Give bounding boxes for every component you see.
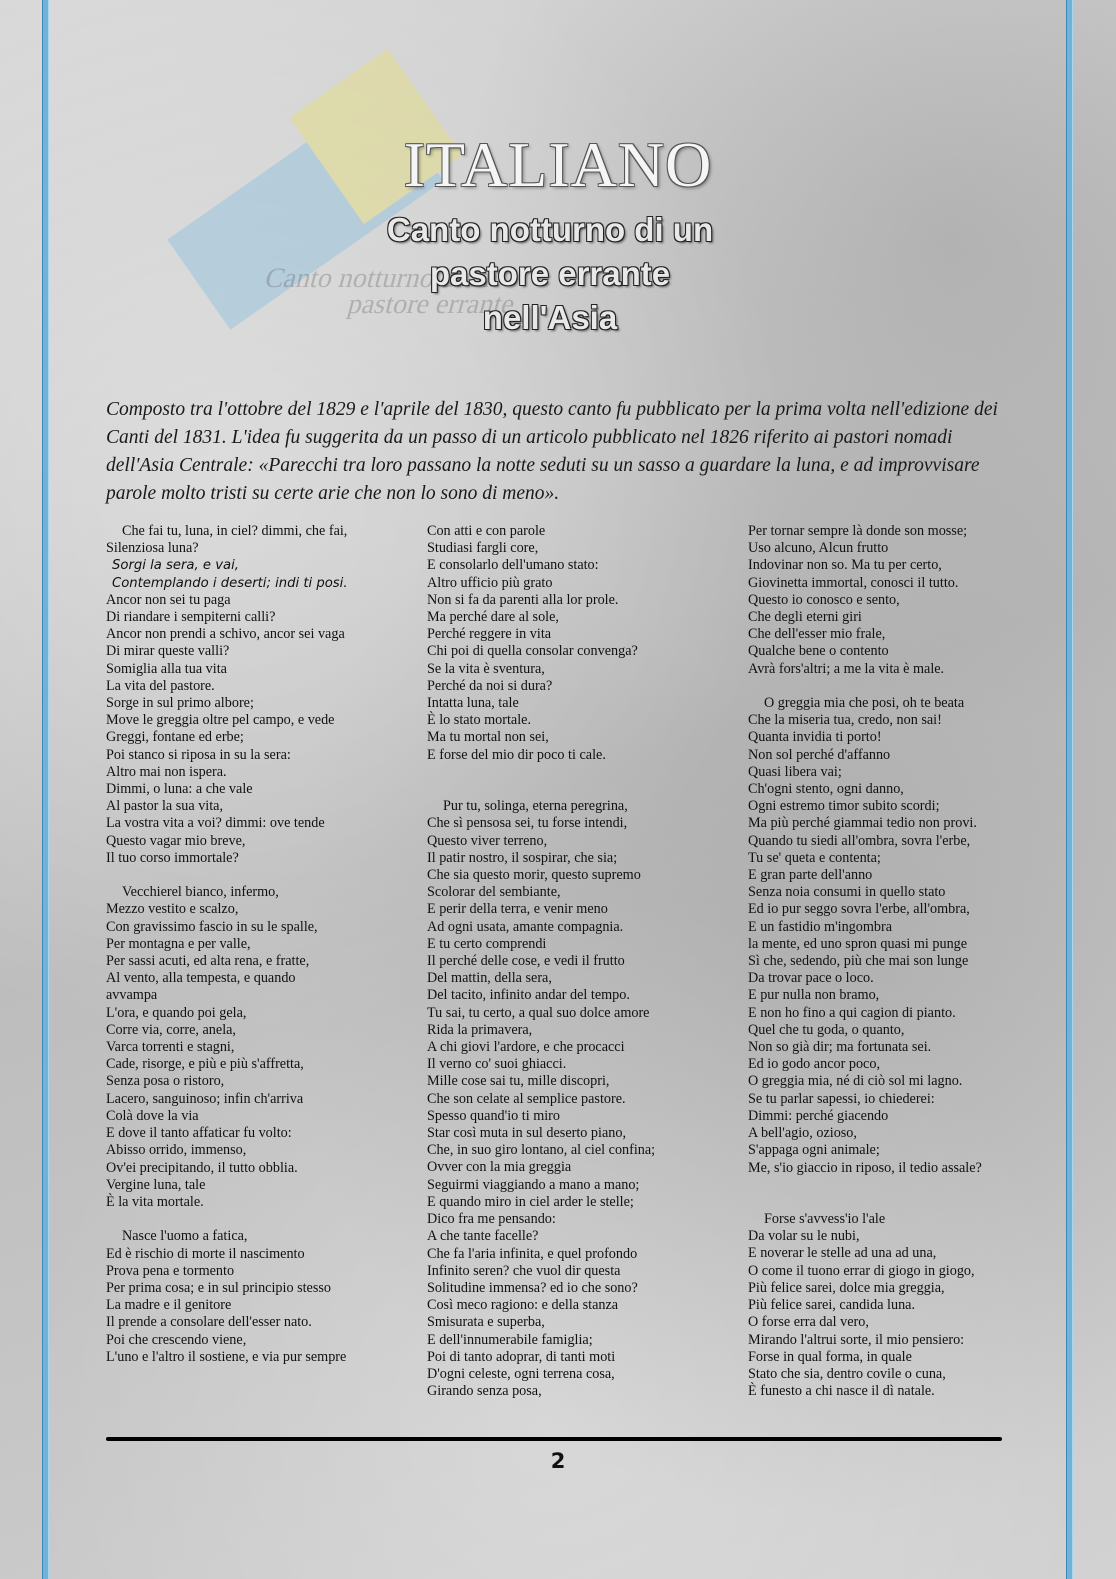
poem-line: È lo stato mortale. (427, 712, 532, 729)
poem-line: Ed è rischio di morte il nascimento (106, 1245, 305, 1262)
poem-title-line1: Canto notturno di un (386, 211, 714, 248)
poem-line: Move le greggia oltre pel campo, e vede (106, 712, 335, 729)
poem-line: Non so già dir; ma fortunata sei. (748, 1039, 932, 1056)
poem-line: Studiasi fargli core, (427, 540, 539, 557)
poem-line: Più felice sarei, dolce mia greggia, (748, 1279, 945, 1296)
poem-line: Che sia questo morir, questo supremo (427, 867, 641, 884)
poem-line: Ma tu mortal non sei, (427, 729, 549, 746)
poem-line: Per tornar sempre là donde son mosse; (748, 523, 968, 539)
poem-line: Da volar su le nubi, (748, 1228, 860, 1245)
poem-line: Del mattin, della sera, (427, 970, 552, 987)
poem-line: Ed io pur seggo sovra l'erbe, all'ombra, (748, 901, 970, 918)
stanza-gap (427, 781, 717, 798)
poem-column-2 (427, 523, 717, 1400)
poem-line: Tu sai, tu certo, a qual suo dolce amore (427, 1004, 650, 1021)
poem-line: Cade, risorge, e più e più s'affretta, (106, 1056, 304, 1073)
poem-line: Che sì pensosa sei, tu forse intendi, (427, 815, 628, 832)
poem-line: Stato che sia, dentro covile o cuna, (748, 1365, 946, 1382)
poem-line: Seguirmi viaggiando a mano a mano; (427, 1176, 640, 1193)
stanza-gap (106, 1211, 396, 1228)
poem-line: Mezzo vestito e scalzo, (106, 901, 239, 918)
poem-line: Lacero, sanguinoso; infin ch'arriva (106, 1090, 304, 1107)
poem-line: Ov'ei precipitando, il tutto obblia. (106, 1159, 298, 1176)
poem-line: Da trovar pace o loco. (748, 970, 874, 987)
poem-line: Al pastor la sua vita, (106, 798, 224, 815)
poem-line: Sì che, sedendo, più che mai son lunge (748, 953, 969, 970)
poem-line: Ancor non sei tu paga (106, 591, 231, 608)
poem-line: Silenziosa luna? (106, 540, 199, 557)
poem-line: Spesso quand'io ti miro (427, 1107, 561, 1124)
poem-line: E quando miro in ciel arder le stelle; (427, 1193, 634, 1210)
footer-rule (106, 1437, 1002, 1441)
poem-line: Somiglia alla tua vita (106, 660, 227, 677)
poem-line: Uso alcuno, Alcun frutto (748, 540, 889, 557)
stanza-gap (748, 1194, 1048, 1211)
poem-line: Senza noia consumi in quello stato (748, 884, 946, 901)
poem-line: Corre via, corre, anela, (106, 1021, 236, 1038)
poem-line: Infinito seren? che vuol dir questa (427, 1262, 621, 1279)
poem-line: Il prende a consolare dell'esser nato. (106, 1314, 312, 1331)
poem-line: Di riandare i sempiterni calli? (106, 609, 276, 626)
poem-line: Il perché delle cose, e vedi il frutto (427, 953, 625, 970)
poem-line: Forse in qual forma, in quale (748, 1348, 912, 1365)
poem-line: la mente, ed uno spron quasi mi punge (748, 935, 968, 952)
left-border-bar (42, 0, 49, 1579)
poem-line: È funesto a chi nasce il dì natale. (748, 1383, 935, 1400)
poem-line: Greggi, fontane ed erbe; (106, 729, 244, 746)
poem-line: Forse s'avvess'io l'ale (764, 1211, 886, 1228)
poem-line: D'ogni celeste, ogni terrena cosa, (427, 1365, 615, 1382)
poem-line: Il tuo corso immortale? (106, 849, 239, 866)
poem-line: E consolarlo dell'umano stato: (427, 557, 599, 574)
poem-line: Ancor non prendi a schivo, ancor sei vaga (106, 626, 345, 643)
poem-column-1 (106, 523, 396, 1366)
poem-line: Ad ogni usata, amante compagnia. (427, 918, 624, 935)
poem-line: Poi stanco si riposa in su la sera: (106, 746, 291, 763)
poem-line: È la vita mortale. (106, 1193, 204, 1210)
poem-line: Star così muta in sul deserto piano, (427, 1125, 626, 1142)
poem-line: Varca torrenti e stagni, (106, 1039, 235, 1056)
poem-line: Dimmi: perché giacendo (748, 1107, 889, 1124)
poem-line: Ch'ogni stento, ogni danno, (748, 781, 904, 798)
poem-line: Quando tu siedi all'ombra, sovra l'erbe, (748, 832, 971, 849)
poem-line: Intatta luna, tale (427, 695, 519, 712)
poem-line: Tu se' queta e contenta; (748, 849, 881, 866)
poem-line: Sorge in sul primo albore; (106, 695, 254, 712)
poem-line: Per prima cosa; e in sul principio stesso (106, 1279, 331, 1296)
poem-line: Per sassi acuti, ed alta rena, e fratte, (106, 953, 310, 970)
poem-line: Nasce l'uomo a fatica, (122, 1228, 248, 1245)
intro-paragraph: Composto tra l'ottobre del 1829 e l'aprile del 1830, questo canto fu pubblicato per la prima volta nell'edizione dei Canti del 1831. L'idea fu suggerita da un passo di un articolo pubblicato nel 1826 riferito ai pastori nomadi dell'Asia Centrale: «Parecchi tra loro passano la notte seduti su un sasso a guardare la luna, e ad improvvisare parole molto tristi su certe arie che non lo sono di meno». (106, 399, 998, 504)
page-number: 2 (550, 1449, 566, 1473)
poem-line: Avrà fors'altri; a me la vita è male. (748, 660, 945, 677)
poem-line: Non sol perché d'affanno (748, 746, 891, 763)
poem-line: E gran parte dell'anno (748, 867, 873, 884)
poem-line: Rida la primavera, (427, 1021, 533, 1038)
poem-line: Se tu parlar sapessi, io chiederei: (748, 1090, 935, 1107)
poem-line: Il verno co' suoi ghiacci. (427, 1056, 567, 1073)
poem-line: Questo vagar mio breve, (106, 832, 246, 849)
poem-line: E noverar le stelle ad una ad una, (748, 1245, 937, 1262)
poem-line: Più felice sarei, candida luna. (748, 1297, 916, 1314)
poem-title (330, 208, 770, 340)
poem-line: Smisurata e superba, (427, 1314, 545, 1331)
poem-line: O greggia mia, né di ciò sol mi lagno. (748, 1073, 963, 1090)
poem-line: Mirando l'altrui sorte, il mio pensiero: (748, 1331, 965, 1348)
poem-line: Perché reggere in vita (427, 626, 552, 643)
poem-line: Poi di tanto adoprar, di tanti moti (427, 1348, 616, 1365)
poem-line: Solitudine immensa? ed io che sono? (427, 1279, 638, 1296)
poem-line: Che la miseria tua, credo, non sai! (748, 712, 942, 729)
poem-line: Con gravissimo fascio in su le spalle, (106, 918, 318, 935)
poem-line: A bell'agio, ozioso, (748, 1125, 857, 1142)
poem-line: A chi giovi l'ardore, e che procacci (427, 1039, 625, 1056)
poem-line: Giovinetta immortal, conosci il tutto. (748, 574, 959, 591)
poem-line: Ogni estremo timor subito scordi; (748, 798, 940, 815)
poem-line: Di mirar queste valli? (106, 643, 230, 660)
poem-line: Abisso orrido, immenso, (106, 1142, 247, 1159)
poem-line: E forse del mio dir poco ti cale. (427, 746, 606, 763)
poem-line: Ed io godo ancor poco, (748, 1056, 880, 1073)
poem-line: La madre e il genitore (106, 1297, 232, 1314)
poem-line: Che fai tu, luna, in ciel? dimmi, che fai, (122, 523, 348, 539)
poem-line: La vostra vita a voi? dimmi: ove tende (106, 815, 325, 832)
poem-line: Del tacito, infinito andar del tempo. (427, 987, 630, 1004)
poem-line: Se la vita è sventura, (427, 660, 545, 677)
right-border-bar (1066, 0, 1073, 1579)
poem-line: Che fa l'aria infinita, e quel profondo (427, 1245, 638, 1262)
poem-line: O greggia mia che posi, oh te beata (764, 695, 965, 712)
poem-line: Colà dove la via (106, 1107, 199, 1124)
poem-line: L'ora, e quando poi gela, (106, 1004, 247, 1021)
poem-line: O come il tuono errar di giogo in giogo, (748, 1262, 975, 1279)
poem-title-line2: pastore errante (429, 255, 671, 292)
poem-line: Altro mai non ispera. (106, 763, 227, 780)
poem-title-line3: nell'Asia (482, 299, 618, 336)
poem-line: Quasi libera vai; (748, 763, 842, 780)
poem-line: E perir della terra, e venir meno (427, 901, 608, 918)
poem-line: avvampa (106, 987, 158, 1004)
stanza-gap (106, 867, 396, 884)
poem-line: S'appaga ogni animale; (748, 1142, 880, 1159)
poem-line: Il patir nostro, il sospirar, che sia; (427, 849, 618, 866)
poem-line: Prova pena e tormento (106, 1262, 235, 1279)
poem-line: Quel che tu goda, o quanto, (748, 1021, 905, 1038)
subtitle-shadow-line1: Canto notturno di un (261, 263, 503, 294)
poem-line: Che dell'esser mio frale, (748, 626, 886, 643)
subtitle-shadow-line2: pastore errante (344, 289, 519, 320)
poem-line: Vecchierel bianco, infermo, (122, 884, 279, 901)
page-title: ITALIANO (403, 129, 713, 200)
poem-line: Questo io conosco e sento, (748, 591, 900, 608)
stanza-gap (427, 764, 717, 781)
poem-line: La vita del pastore. (106, 677, 215, 694)
poem-line: Vergine luna, tale (106, 1176, 206, 1193)
poem-line: Senza posa o ristoro, (106, 1073, 225, 1090)
poem-line: Girando senza posa, (427, 1383, 542, 1400)
poem-line: Dimmi, o luna: a che vale (106, 781, 253, 798)
poem-line: Quanta invidia ti porto! (748, 729, 882, 746)
poem-line: Non si fa da parenti alla lor prole. (427, 591, 619, 608)
poem-line: Scolorar del sembiante, (427, 884, 561, 901)
poem-line: E dove il tanto affaticar fu volto: (106, 1125, 292, 1142)
poem-line: E tu certo comprendi (427, 935, 547, 952)
poem-line: A che tante facelle? (427, 1228, 539, 1245)
poem-line: Ma più perché giammai tedio non provi. (748, 815, 977, 832)
poem-line: Perché da noi si dura? (427, 677, 553, 694)
poem-line: E pur nulla non bramo, (748, 987, 880, 1004)
poem-line: Contemplando i deserti; indi ti posi. (112, 575, 348, 591)
poem-line: Indovinar non so. Ma tu per certo, (748, 557, 942, 574)
poem-line: Che son celate al semplice pastore. (427, 1090, 626, 1107)
poem-line: E un fastidio m'ingombra (748, 918, 893, 935)
poem-line: Che degli eterni giri (748, 609, 862, 626)
poem-line: Pur tu, solinga, eterna peregrina, (443, 798, 628, 815)
poem-line: L'uno e l'altro il sostiene, e via pur sempre (106, 1348, 347, 1365)
poem-line: E non ho fino a qui cagion di pianto. (748, 1004, 956, 1021)
poem-line: Ovver con la mia greggia (427, 1159, 572, 1176)
poem-line: Così meco ragiono: e della stanza (427, 1297, 619, 1314)
poem-line: Questo viver terreno, (427, 832, 548, 849)
poem-line: O forse erra dal vero, (748, 1314, 869, 1331)
poem-line: Qualche bene o contento (748, 643, 889, 660)
poem-line: Dico fra me pensando: (427, 1211, 556, 1228)
stanza-gap (748, 678, 1048, 695)
poem-line: Per montagna e per valle, (106, 935, 251, 952)
poem-line: Ma perché dare al sole, (427, 609, 559, 626)
poem-line: Mille cose sai tu, mille discopri, (427, 1073, 610, 1090)
stanza-gap (748, 1177, 1048, 1194)
poem-column-3 (748, 523, 1048, 1400)
poem-line: Poi che crescendo viene, (106, 1331, 247, 1348)
poem-line: Chi poi di quella consolar convenga? (427, 643, 638, 660)
poem-line: Altro ufficio più grato (427, 574, 553, 591)
poem-line: Al vento, alla tempesta, e quando (106, 970, 296, 987)
poem-line: Con atti e con parole (427, 523, 546, 539)
poem-line: Che, in suo giro lontano, al ciel confina; (427, 1142, 656, 1159)
poem-line: Me, s'io giaccio in riposo, il tedio assale? (748, 1159, 982, 1176)
poem-line: Sorgi la sera, e vai, (112, 558, 239, 574)
poem-line: E dell'innumerabile famiglia; (427, 1331, 593, 1348)
